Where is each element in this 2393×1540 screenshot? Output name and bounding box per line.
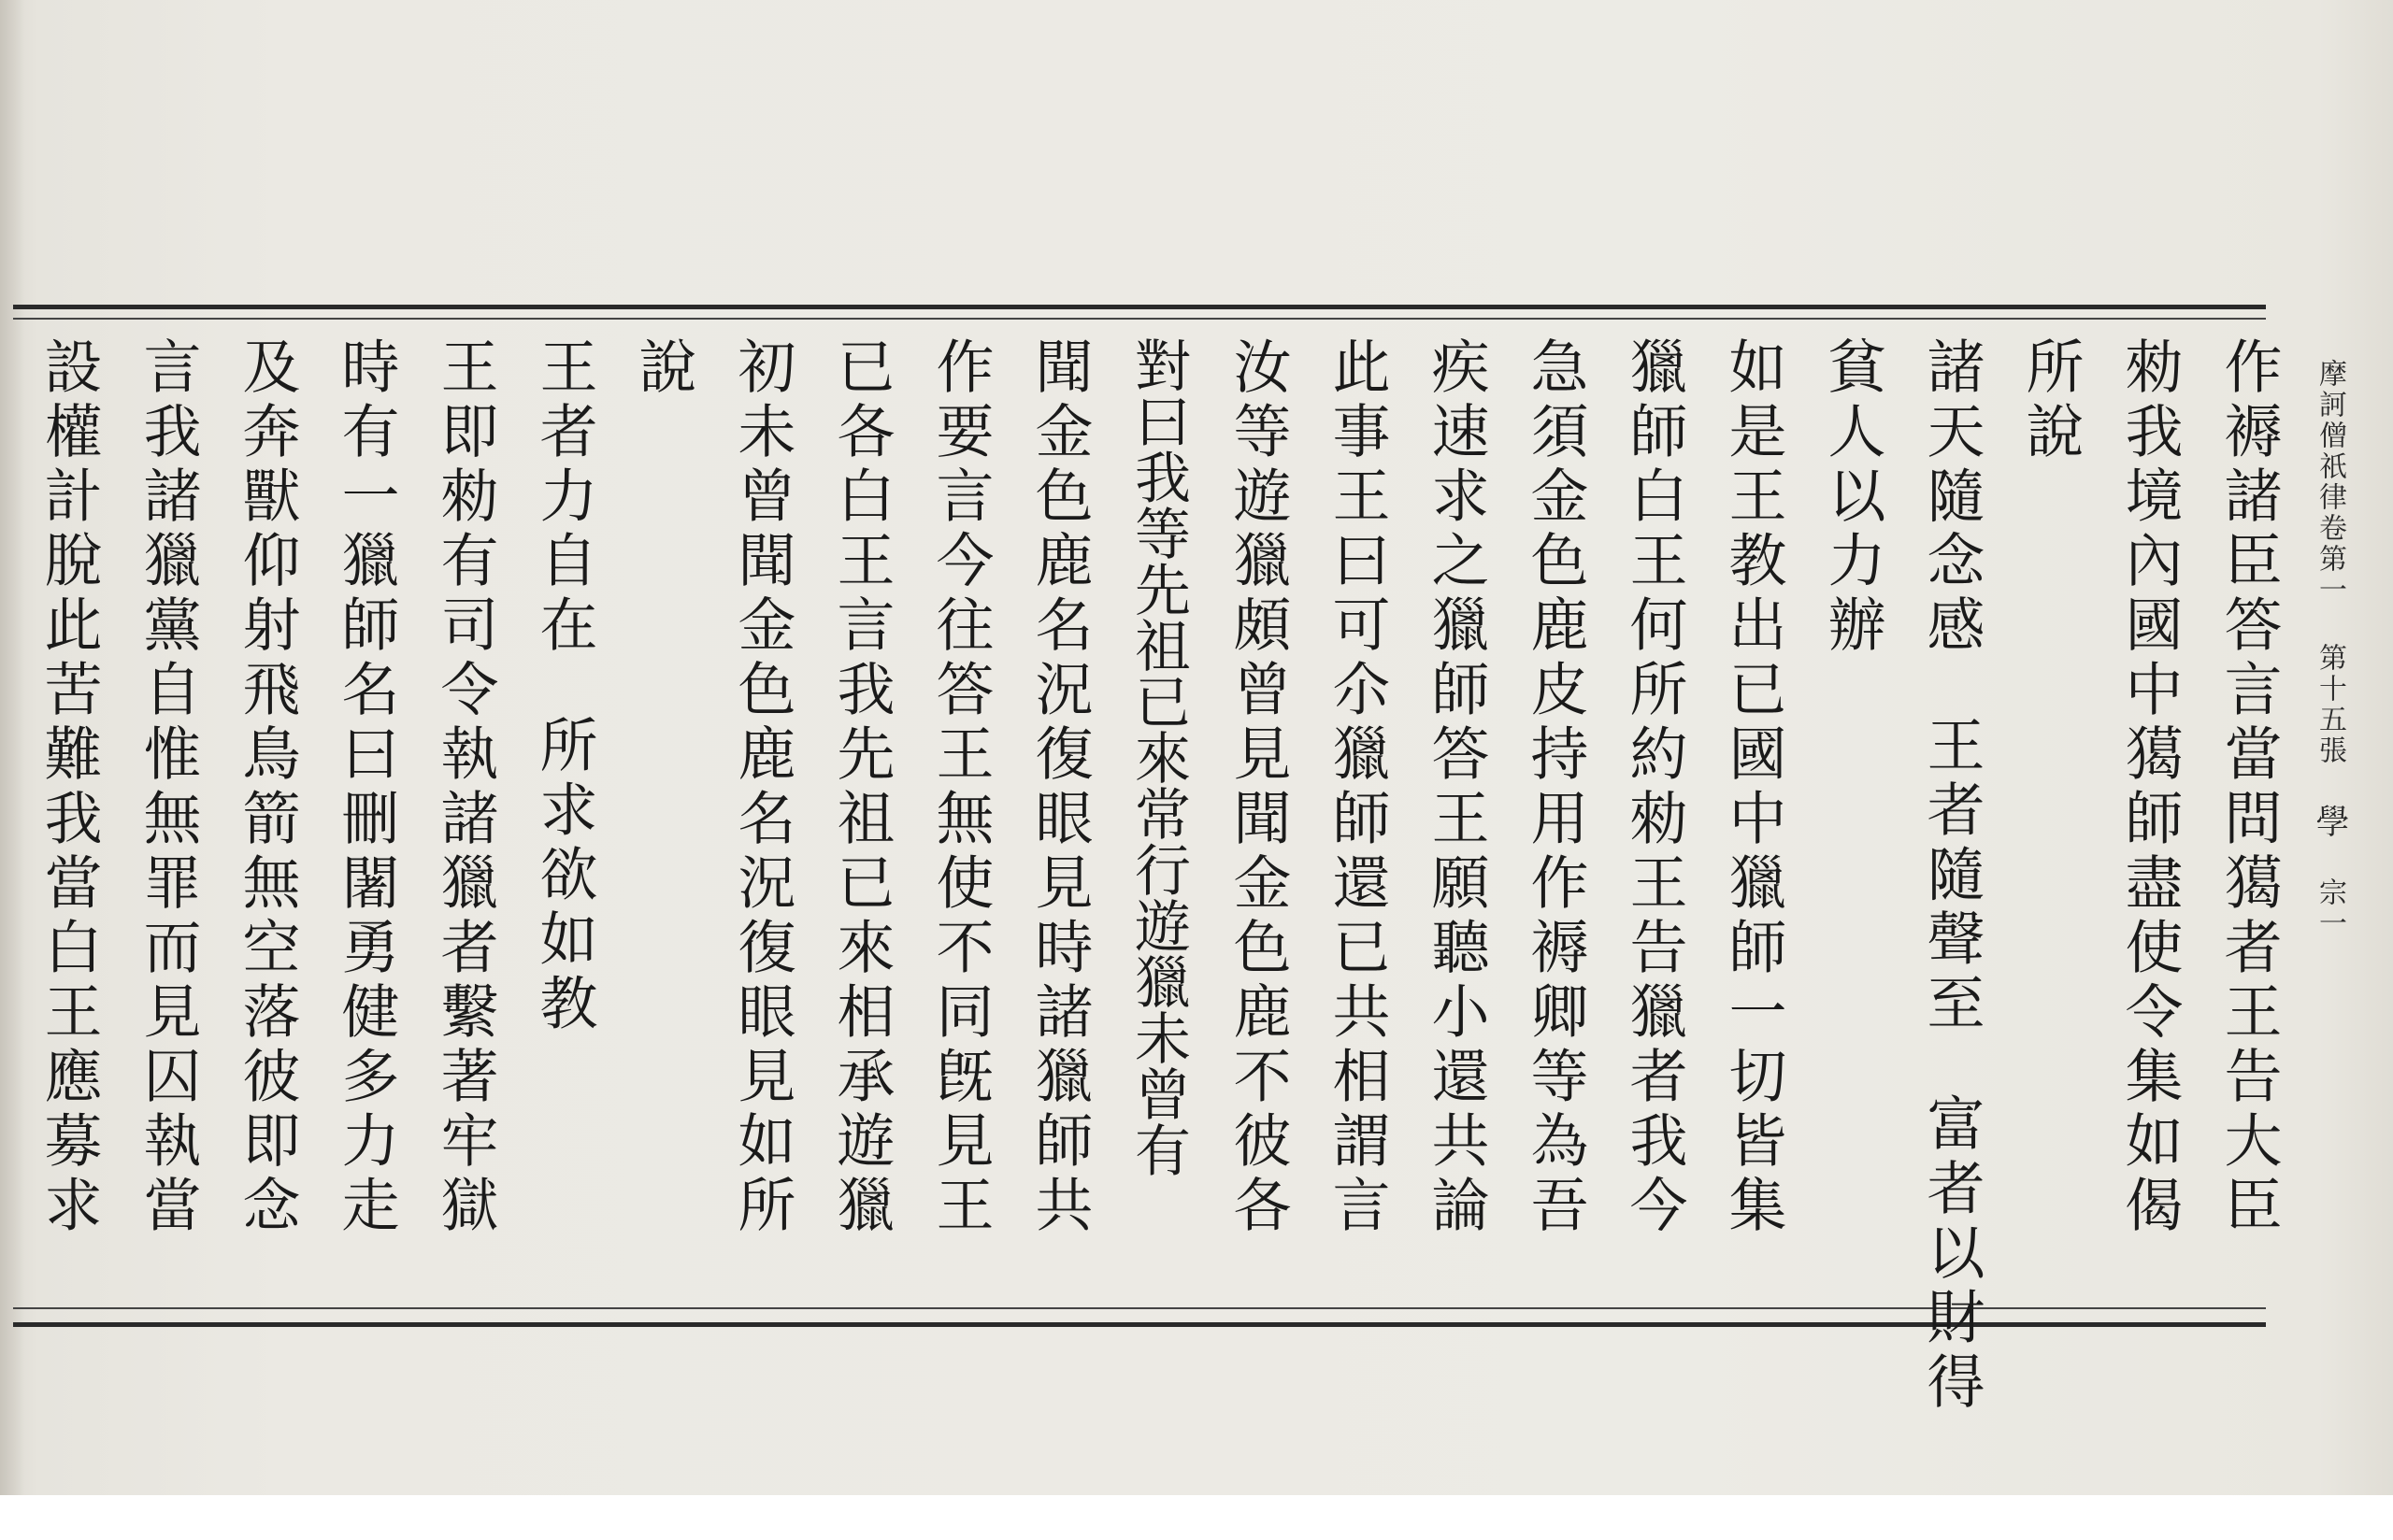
text-segment: 初未曾聞金色鹿名況復眼見如所 <box>728 336 796 1239</box>
text-column-4 <box>1916 336 1985 1416</box>
verse-line: 貧人以力辦 <box>1818 336 1886 659</box>
text-segment: 此事王曰可尒獵師還已共相謂言 <box>1323 336 1391 1239</box>
text-segment: 說 <box>629 336 697 401</box>
text-column-1 <box>2214 336 2283 1239</box>
margin-note-mark: 學 <box>2311 804 2349 840</box>
text-column-3 <box>2015 336 2085 465</box>
text-segment: 疾速求之獵師答王願聽小還共論 <box>1422 336 1490 1239</box>
text-segment: 時有一獵師名曰刪闍勇健多力走 <box>332 336 400 1239</box>
verse-line: 王者力自在 <box>530 336 598 659</box>
text-column-13 <box>1025 336 1094 1239</box>
margin-note-title: 摩訶僧祇律卷第一 <box>2314 359 2346 606</box>
text-column-14 <box>925 336 995 1239</box>
text-column-16 <box>727 336 796 1239</box>
text-segment: 及奔獸仰射飛鳥箭無空落彼即念 <box>233 336 301 1239</box>
text-segment: 勑我境內國中獦師盡使令集如偈 <box>2115 336 2184 1239</box>
text-column-12 <box>1124 336 1193 1177</box>
text-segment: 聞金色鹿名況復眼見時諸獵師共 <box>1025 336 1094 1239</box>
text-column-17 <box>628 336 697 401</box>
text-segment: 如是王教出已國中獵師一切皆集 <box>1719 336 1787 1239</box>
text-segment: 獵師白王何所約勑王告獵者我今 <box>1620 336 1688 1239</box>
margin-note-leaf: 第十五張 <box>2314 643 2346 766</box>
text-column-2 <box>2114 336 2184 1239</box>
text-segment: 王即勑有司令執諸獵者繫著牢獄 <box>431 336 499 1239</box>
text-segment: 已各白王言我先祖已來相承遊獵 <box>827 336 896 1239</box>
verse-line: 諸天隨念感 <box>1917 336 1985 659</box>
text-column-19 <box>430 336 499 1239</box>
text-segment: 作要言今往答王無使不同旣見王 <box>926 336 995 1239</box>
text-column-23 <box>34 336 103 1239</box>
text-column-18 <box>529 336 598 1037</box>
text-column-21 <box>232 336 301 1239</box>
text-column-11 <box>1223 336 1292 1239</box>
text-column-9 <box>1421 336 1490 1239</box>
text-column-8 <box>1520 336 1589 1239</box>
margin-note-number: 宗一 <box>2314 877 2346 939</box>
text-column-22 <box>133 336 202 1239</box>
text-column-7 <box>1619 336 1688 1239</box>
page-bottom-margin <box>0 1495 2393 1540</box>
text-segment: 作褥諸臣答言當問獦者王告大臣 <box>2214 336 2283 1239</box>
text-segment: 設權計脫此苦難我當白王應募求 <box>35 336 103 1239</box>
text-segment: 對曰我等先祖已來常行遊獵未曾有 <box>1125 336 1191 1177</box>
frame-top-rule <box>13 318 2266 320</box>
text-column-10 <box>1322 336 1391 1239</box>
margin-note <box>2311 359 2348 939</box>
verse-line: 所求欲如教 <box>530 715 598 1037</box>
text-column-5 <box>1817 336 1886 659</box>
text-column-6 <box>1718 336 1787 1239</box>
verse-line: 王者隨聲至 <box>1917 715 1985 1037</box>
verse-line: 富者以財得 <box>1917 1093 1985 1416</box>
text-segment: 所說 <box>2016 336 2085 465</box>
text-segment: 急須金色鹿皮持用作褥卿等為吾 <box>1521 336 1589 1239</box>
text-column-15 <box>826 336 896 1239</box>
text-segment: 言我諸獵黨自惟無罪而見囚執當 <box>134 336 202 1239</box>
text-column-20 <box>331 336 400 1239</box>
text-segment: 汝等遊獵頗曾見聞金色鹿不彼各 <box>1224 336 1292 1239</box>
